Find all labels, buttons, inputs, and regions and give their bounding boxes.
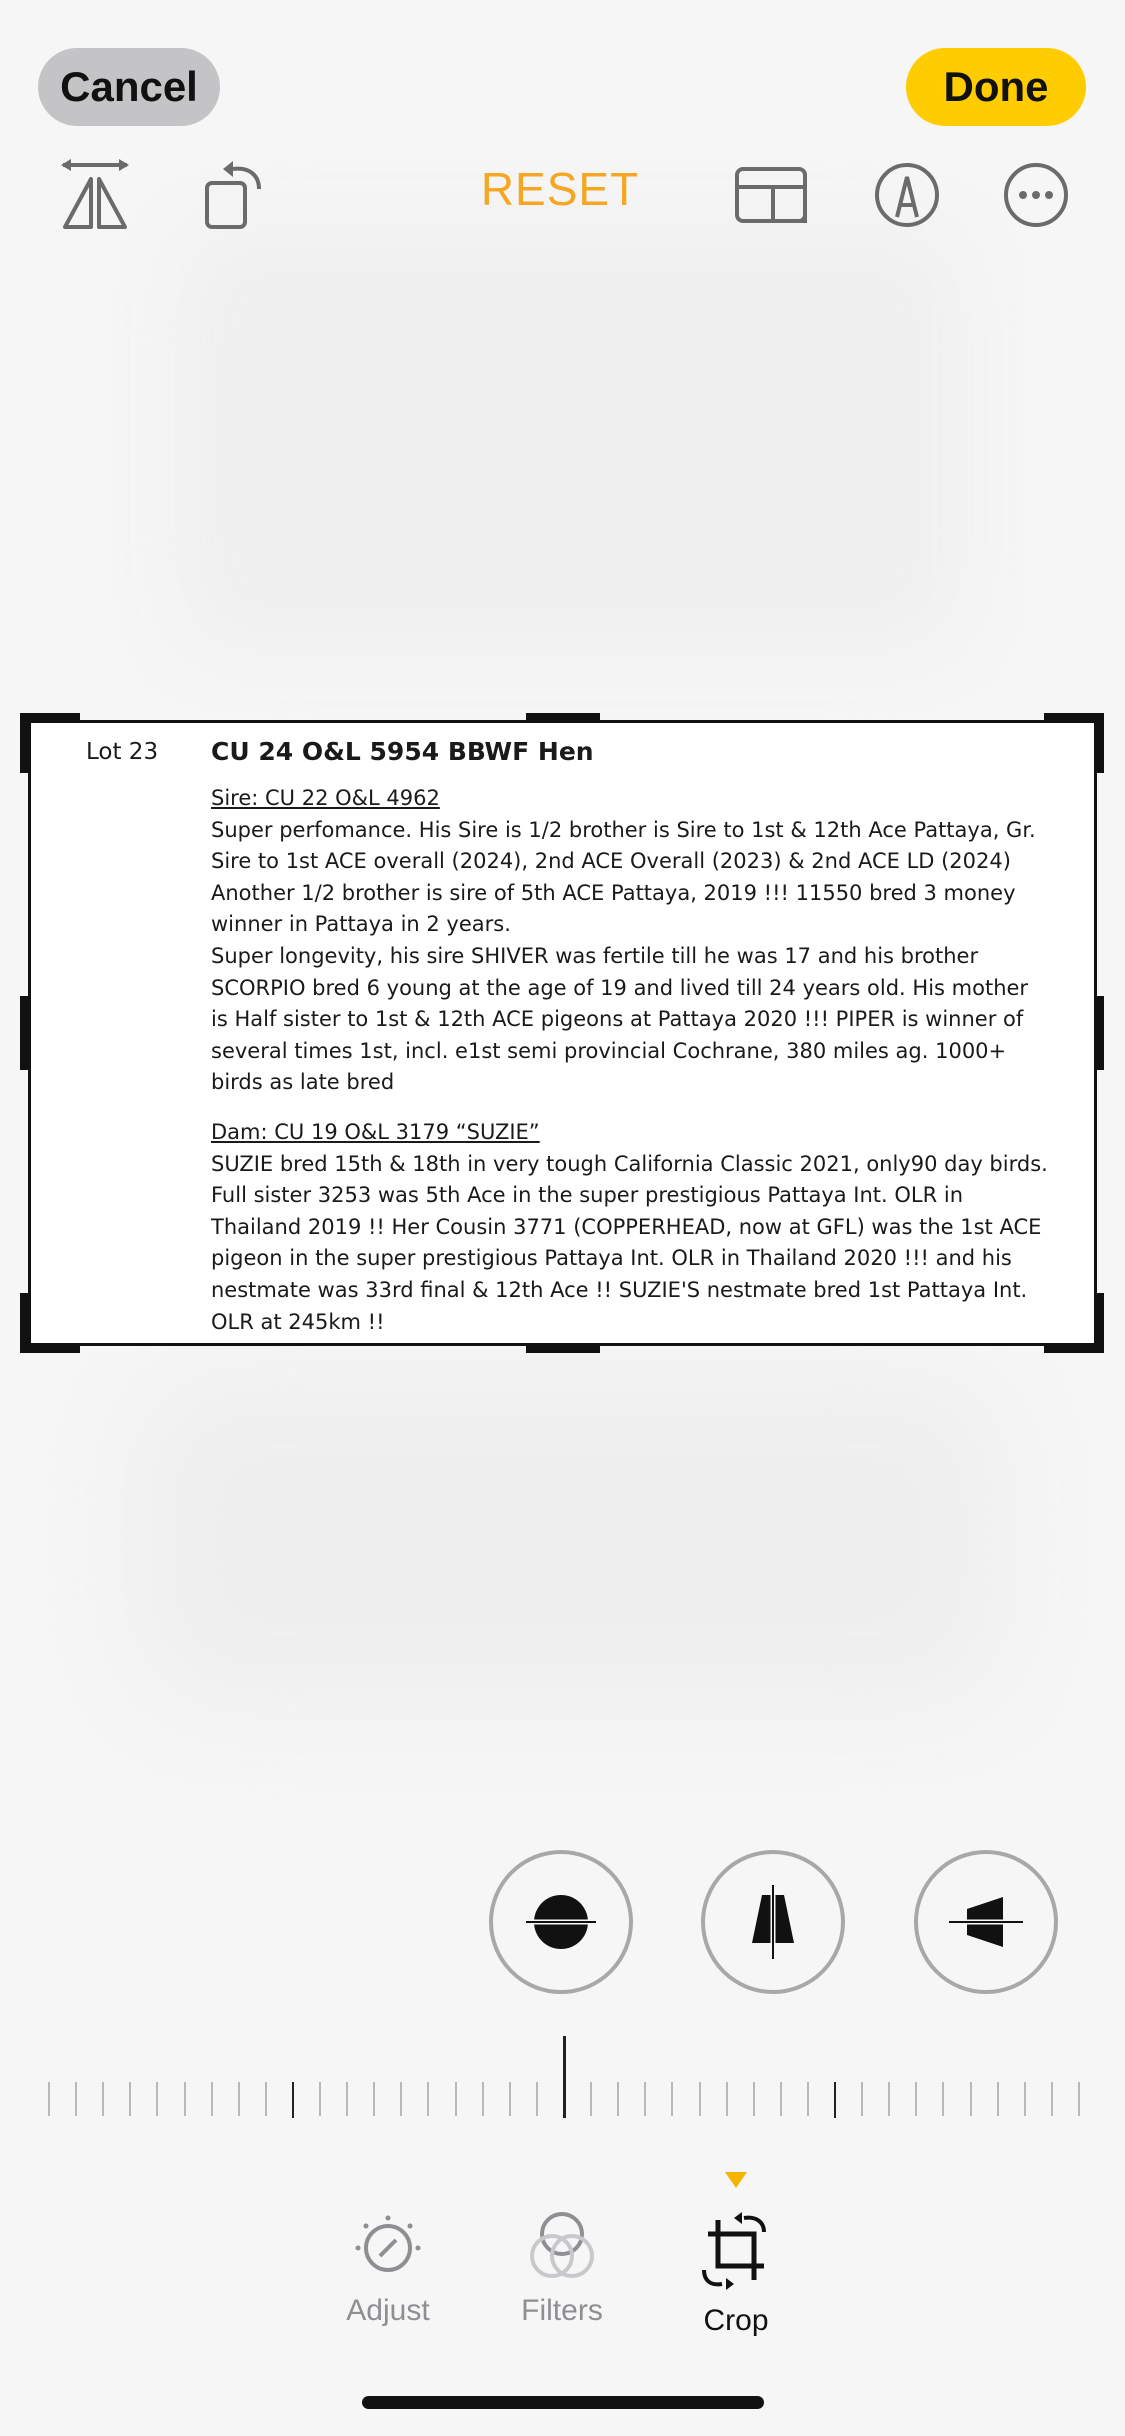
active-tab-indicator [725, 2172, 747, 2195]
crop-handle-top-right[interactable] [1096, 713, 1104, 773]
ruler-tick [590, 2082, 592, 2116]
ruler-tick [915, 2082, 917, 2116]
cancel-button[interactable]: Cancel [38, 48, 220, 126]
ruler-tick [509, 2082, 511, 2116]
ruler-tick [129, 2082, 131, 2116]
ruler-tick [1024, 2082, 1026, 2116]
crop-handle-right[interactable] [1096, 996, 1104, 1070]
crop-handle-top-left[interactable] [20, 713, 28, 773]
sire-paragraph: Super longevity, his sire SHIVER was fertile till he was 17 and his brother SCORPIO bred 6 young at the age of 19 and lived till 24 years old. His mother is Half sister to 1st & 12th ACE pigeons at Pattaya 2020 !!! PIPER is winner of several times 1st, incl. e1st semi provincial Cochrane, 380 miles ag. 1000+ birds as late bred [211, 943, 1029, 1095]
ruler-tick [48, 2082, 50, 2116]
reset-button[interactable]: RESET [480, 163, 640, 215]
home-indicator [362, 2396, 764, 2409]
markup-icon[interactable] [862, 150, 952, 240]
dam-section [211, 1117, 1051, 1338]
ruler-tick [861, 2082, 863, 2116]
ruler-tick [1078, 2082, 1080, 2116]
flip-horizontal-icon[interactable] [50, 150, 140, 240]
lot-number: Lot 23 [86, 739, 159, 765]
crop-handle-top[interactable] [526, 713, 600, 721]
sire-section [211, 783, 1051, 1099]
ruler-tick [400, 2082, 402, 2116]
ruler-tick [373, 2082, 375, 2116]
tab-crop[interactable] [666, 2210, 806, 2338]
crop-handle-left[interactable] [20, 996, 28, 1070]
ruler-tick [807, 2082, 809, 2116]
vertical-perspective-button[interactable] [701, 1850, 845, 1994]
rotation-slider[interactable] [48, 2082, 1078, 2118]
ruler-tick [617, 2082, 619, 2116]
ruler-tick [970, 2082, 972, 2116]
ruler-tick [942, 2082, 944, 2116]
document-title: CU 24 O&L 5954 BBWF Hen [211, 737, 594, 766]
ruler-tick [699, 2082, 701, 2116]
tab-label: Crop [703, 2304, 769, 2337]
sire-paragraph: Super perfomance. His Sire is 1/2 brother is Sire to 1st & 12th Ace Pattaya, Gr. Sire to 1st ACE overall (2024), 2nd ACE Overall (2023) & 2nd ACE LD (2024) Another 1/2 brother is sire of 5th ACE Pattaya, 2019 !!! 11550 bred 3 money winner in Pattaya in 2 years. [211, 817, 1036, 937]
tab-label: Filters [521, 2294, 603, 2327]
ruler-tick [156, 2082, 158, 2116]
done-button[interactable]: Done [906, 48, 1086, 126]
ruler-tick [671, 2082, 673, 2116]
crop-handle-top-left[interactable] [20, 713, 80, 721]
ruler-tick [238, 2082, 240, 2116]
crop-handle-bottom-right[interactable] [1044, 1345, 1104, 1353]
horizontal-perspective-button[interactable] [914, 1850, 1058, 1994]
crop-handle-bottom-left[interactable] [20, 1293, 28, 1353]
sire-title: Sire: CU 22 O&L 4962 [211, 786, 440, 810]
ruler-tick [888, 2082, 890, 2116]
ruler-tick [834, 2082, 836, 2118]
crop-handle-bottom[interactable] [526, 1345, 600, 1353]
horizontal-perspective-icon [941, 1877, 1031, 1967]
tab-adjust[interactable] [318, 2210, 458, 2328]
ruler-tick [265, 2082, 267, 2116]
ruler-tick [536, 2082, 538, 2116]
ruler-tick [997, 2082, 999, 2116]
ruler-tick [780, 2082, 782, 2116]
filters-icon [522, 2210, 602, 2280]
ruler-tick [427, 2082, 429, 2116]
rotate-icon[interactable] [188, 150, 278, 240]
more-icon[interactable] [991, 150, 1081, 240]
straighten-button[interactable] [489, 1850, 633, 1994]
vertical-perspective-icon [728, 1877, 818, 1967]
ruler-tick [563, 2036, 566, 2118]
ruler-tick [482, 2082, 484, 2116]
dam-title: Dam: CU 19 O&L 3179 “SUZIE” [211, 1120, 540, 1144]
adjust-icon [348, 2210, 428, 2280]
dam-paragraph: SUZIE bred 15th & 18th in very tough California Classic 2021, only90 day birds. Full sister 3253 was 5th Ace in the super prestigious Pattaya Int. OLR in Thailand 2019 !! Her Cousin 3771 (COPPERHEAD, now at GFL) was the 1st ACE pigeon in the super prestigious Pattaya Int. OLR in Thailand 2020 !!! and his nestmate was 33rd final & 12th Ace !! SUZIE'S nestmate bred 1st Pattaya Int. OLR at 245km !! [211, 1151, 1048, 1334]
straighten-icon [516, 1877, 606, 1967]
blurred-backdrop [180, 230, 960, 650]
crop-handle-top-right[interactable] [1044, 713, 1104, 721]
ruler-tick [184, 2082, 186, 2116]
crop-icon [696, 2210, 776, 2290]
ruler-tick [292, 2082, 294, 2118]
ruler-tick [211, 2082, 213, 2116]
ruler-tick [644, 2082, 646, 2116]
ruler-tick [75, 2082, 77, 2116]
ruler-tick [726, 2082, 728, 2116]
ruler-tick [753, 2082, 755, 2116]
crop-handle-bottom-right[interactable] [1096, 1293, 1104, 1353]
ruler-tick [102, 2082, 104, 2116]
tab-filters[interactable] [492, 2210, 632, 2328]
ruler-tick [319, 2082, 321, 2116]
ruler-tick [346, 2082, 348, 2116]
aspect-ratio-icon[interactable] [726, 150, 816, 240]
ruler-tick [455, 2082, 457, 2116]
ruler-tick [1051, 2082, 1053, 2116]
crop-handle-bottom-left[interactable] [20, 1345, 80, 1353]
crop-image[interactable] [28, 720, 1097, 1346]
blurred-backdrop [140, 1380, 1000, 1700]
tab-label: Adjust [346, 2294, 430, 2327]
